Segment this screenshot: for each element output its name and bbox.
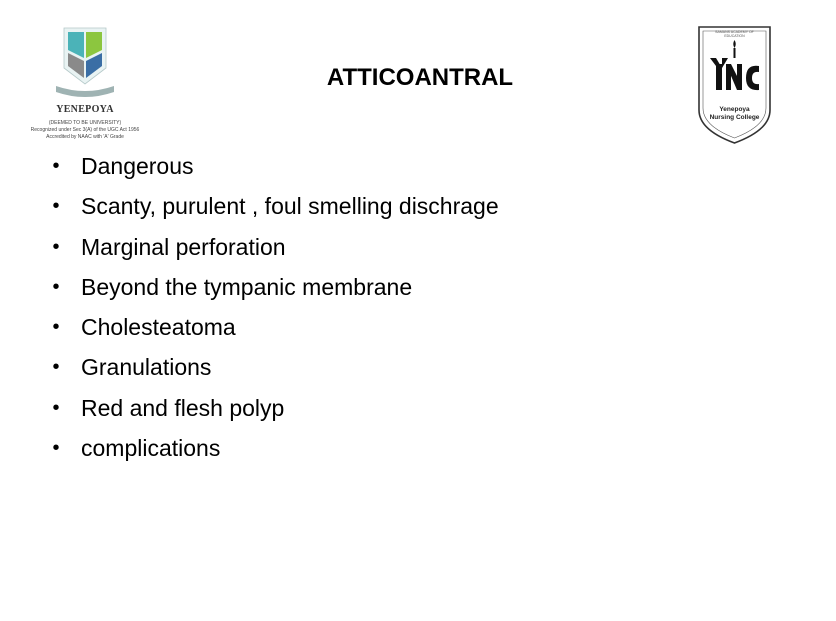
bullet-text: complications: [81, 435, 221, 462]
tagline-line-2: Recognized under Sec 3(A) of the UGC Act 1956: [30, 127, 140, 133]
bullet-dot-icon: •: [52, 155, 60, 177]
yenepoya-nursing-college-logo: [696, 24, 773, 146]
bullet-text: Red and flesh polyp: [81, 394, 285, 421]
yenepoya-logo-tagline: [26, 120, 144, 141]
tagline-line-3: Accredited by NAAC with 'A' Grade: [46, 134, 124, 140]
bullet-text: Beyond the tympanic membrane: [81, 273, 413, 300]
bullet-text: Dangerous: [81, 153, 194, 179]
bullet-text: Granulations: [81, 354, 212, 381]
bullet-text: Cholesteatoma: [81, 314, 236, 341]
bullet-dot-icon: •: [52, 195, 60, 218]
slide-title: ATTICOANTRAL: [326, 64, 514, 91]
yenepoya-emblem-icon: [26, 24, 144, 104]
bullet-dot-icon: •: [52, 275, 60, 298]
nursing-logo-line-2: Nursing College: [709, 114, 760, 121]
bullet-dot-icon: •: [52, 235, 60, 258]
bullet-dot-icon: •: [52, 437, 60, 460]
yenepoya-university-logo: [26, 24, 144, 150]
nursing-college-crest-icon: [696, 24, 773, 146]
bullet-dot-icon: •: [52, 356, 60, 379]
yenepoya-logo-name: YENEPOYA: [56, 104, 114, 115]
bullet-text: Marginal perforation: [81, 233, 286, 260]
nursing-logo-caption: [702, 106, 767, 122]
tagline-line-1: (DEEMED TO BE UNIVERSITY): [48, 120, 122, 126]
nursing-logo-line-1: Yenepoya: [719, 106, 750, 113]
bullet-text: Scanty, purulent , foul smelling dischrage: [81, 193, 499, 220]
nursing-logo-top-text: SAMANS ACADEMY OF EDUCATION: [715, 30, 754, 38]
bullet-dot-icon: •: [52, 316, 60, 339]
bullet-dot-icon: •: [52, 396, 60, 419]
